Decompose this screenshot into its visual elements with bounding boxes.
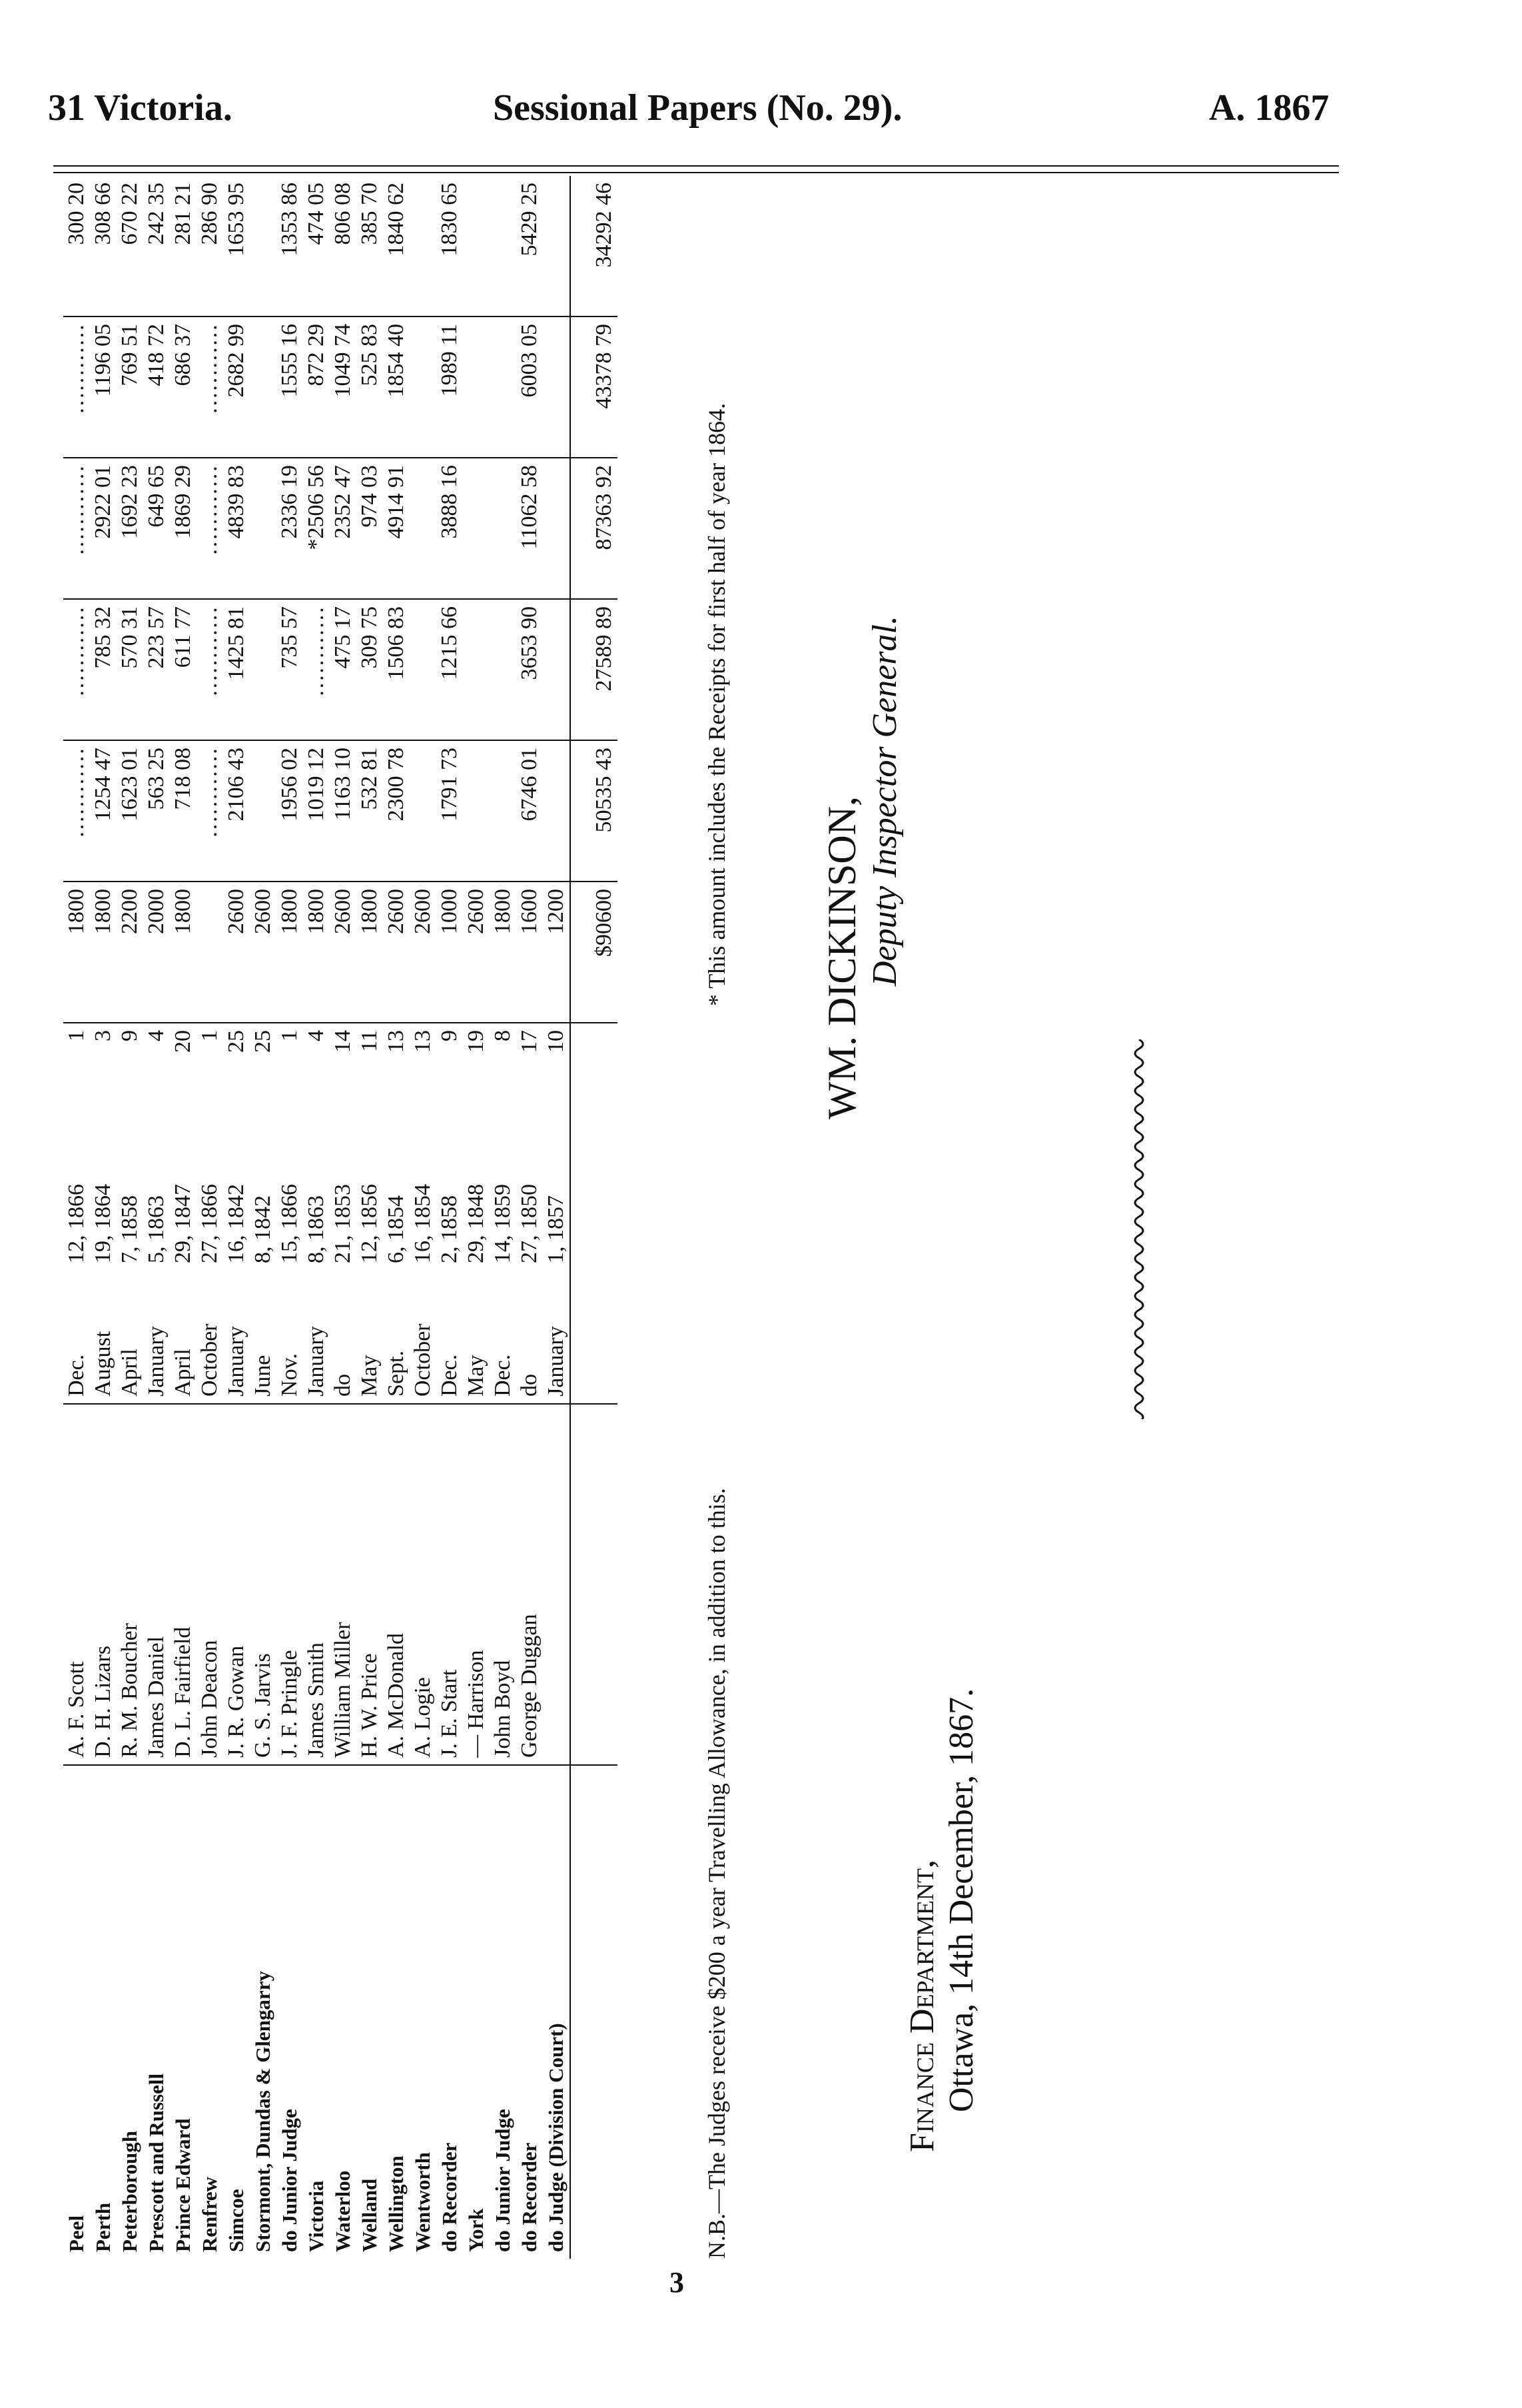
cell-c5: 1840 62: [384, 183, 408, 257]
cell-c5: 300 20: [64, 183, 89, 245]
cell-years: 1: [63, 1023, 90, 1083]
table-row: [436, 176, 463, 2259]
cell-c4: 525 83: [356, 316, 383, 458]
cell-c4: [250, 316, 276, 458]
cell-judge: J. F. Pringle: [276, 1404, 303, 1765]
cell-c2: 1506 83: [383, 599, 410, 740]
cell-salary: 1800: [63, 882, 90, 1023]
cell-county: Peel: [65, 2215, 88, 2252]
cell-county: Wentworth: [411, 2152, 434, 2252]
cell-day: 8, 1842: [250, 1195, 275, 1263]
cell-judge: D. H. Lizars: [90, 1404, 117, 1765]
signature-title: Deputy Inspector General.: [866, 616, 904, 986]
cell-day: 8, 1863: [304, 1195, 328, 1263]
cell-salary: 1800: [170, 882, 196, 1023]
cell-judge: James Daniel: [143, 1404, 170, 1765]
cell-c2: …………: [196, 599, 223, 740]
cell-c4: 418 72: [143, 316, 170, 458]
cell-county: do Recorder: [438, 2142, 461, 2252]
cell-county: Victoria: [304, 2180, 328, 2252]
cell-day: 27, 1866: [197, 1184, 222, 1263]
cell-years: 19: [463, 1023, 490, 1083]
cell-month: April: [117, 1270, 143, 1404]
cell-c1: 1019 12: [303, 740, 330, 882]
cell-c1: …………: [196, 740, 223, 882]
cell-years: 9: [117, 1023, 143, 1083]
cell-day: 1, 1857: [544, 1195, 568, 1263]
cell-month: do: [516, 1270, 543, 1404]
cell-c2: [543, 599, 570, 740]
table-row: [410, 176, 436, 2259]
total-judge: [570, 1404, 617, 1765]
total-day: [570, 1083, 617, 1270]
cell-judge: [543, 1404, 570, 1765]
cell-month: Dec.: [490, 1270, 516, 1404]
cell-c4: 1555 16: [276, 316, 303, 458]
table-row: [90, 176, 117, 2259]
cell-c1: [543, 740, 570, 882]
header-right: A. 1867: [1209, 87, 1330, 129]
table-row: [463, 176, 490, 2259]
cell-c3: 649 65: [143, 458, 170, 599]
cell-years: 9: [436, 1023, 463, 1083]
cell-c1: [490, 740, 516, 882]
table-row: [490, 176, 516, 2259]
cell-salary: 1200: [543, 882, 570, 1023]
cell-salary: 1800: [90, 882, 117, 1023]
cell-judge: H. W. Price: [356, 1404, 383, 1765]
cell-c1: [250, 740, 276, 882]
cell-month: May: [356, 1270, 383, 1404]
cell-c4: 6003 05: [516, 316, 543, 458]
cell-c1: 6746 01: [516, 740, 543, 882]
cell-c3: 4839 83: [223, 458, 250, 599]
total-c4: 43378 79: [570, 316, 617, 458]
cell-c2: 1215 66: [436, 599, 463, 740]
cell-day: 16, 1842: [224, 1184, 248, 1263]
cell-years: 17: [516, 1023, 543, 1083]
cell-c5: [463, 176, 490, 316]
cell-c1: 1791 73: [436, 740, 463, 882]
cell-judge: — Harrison: [463, 1404, 490, 1765]
cell-c4: 686 37: [170, 316, 196, 458]
table-row: [63, 176, 90, 2259]
cell-c1: 532 81: [356, 740, 383, 882]
cell-years: 3: [90, 1023, 117, 1083]
cell-c5: [250, 176, 276, 316]
cell-salary: 1600: [516, 882, 543, 1023]
cell-county: York: [464, 2208, 488, 2252]
cell-c5: 308 66: [91, 183, 115, 245]
cell-county: Prince Edward: [171, 2118, 194, 2252]
cell-day: 15, 1866: [277, 1184, 302, 1263]
cell-c1: 718 08: [170, 740, 196, 882]
cell-month: January: [543, 1270, 570, 1404]
page-number: 3: [669, 2266, 684, 2299]
cell-c4: 769 51: [117, 316, 143, 458]
table-row: [543, 176, 570, 2259]
cell-salary: 1800: [303, 882, 330, 1023]
cell-c5: 385 70: [357, 183, 382, 245]
total-salary: $90600: [570, 882, 617, 1023]
cell-c4: …………: [196, 316, 223, 458]
cell-judge: A. McDonald: [383, 1404, 410, 1765]
cell-county: Waterloo: [331, 2170, 354, 2252]
cell-county: Wellington: [384, 2155, 408, 2252]
cell-salary: 2600: [250, 882, 276, 1023]
cell-month: August: [90, 1270, 117, 1404]
cell-c1: 1163 10: [330, 740, 356, 882]
cell-salary: 2600: [383, 882, 410, 1023]
cell-c1: 1623 01: [117, 740, 143, 882]
cell-c4: 2682 99: [223, 316, 250, 458]
cell-judge: William Miller: [330, 1404, 356, 1765]
cell-day: 14, 1859: [490, 1184, 515, 1263]
cell-month: Dec.: [63, 1270, 90, 1404]
cell-county: do Junior Judge: [278, 2109, 301, 2252]
cell-c4: [463, 316, 490, 458]
cell-c2: 3653 90: [516, 599, 543, 740]
cell-c4: 1854 40: [383, 316, 410, 458]
cell-salary: [196, 882, 223, 1023]
cell-judge: James Smith: [303, 1404, 330, 1765]
cell-salary: 2600: [410, 882, 436, 1023]
cell-c1: 563 25: [143, 740, 170, 882]
cell-county: Simcoe: [224, 2189, 248, 2252]
cell-c5: 286 90: [197, 183, 222, 245]
cell-years: 13: [383, 1023, 410, 1083]
cell-judge: J. R. Gowan: [223, 1404, 250, 1765]
cell-salary: 1800: [356, 882, 383, 1023]
cell-month: do: [330, 1270, 356, 1404]
cell-salary: 1000: [436, 882, 463, 1023]
table-row: [356, 176, 383, 2259]
cell-years: 14: [330, 1023, 356, 1083]
table-row: [117, 176, 143, 2259]
cell-c2: 735 57: [276, 599, 303, 740]
cell-c2: …………: [63, 599, 90, 740]
cell-county: Stormont, Dundas & Glengarry: [251, 1971, 274, 2252]
cell-judge: George Duggan: [516, 1404, 543, 1765]
cell-month: Sept.: [383, 1270, 410, 1404]
cell-c5: 1830 65: [437, 183, 462, 257]
cell-c3: 2352 47: [330, 458, 356, 599]
cell-c2: 611 77: [170, 599, 196, 740]
table-row: [143, 176, 170, 2259]
cell-c1: 2300 78: [383, 740, 410, 882]
cell-judge: J. E. Start: [436, 1404, 463, 1765]
cell-day: 29, 1847: [171, 1184, 195, 1263]
cell-c2: [250, 599, 276, 740]
cell-c5: [490, 176, 516, 316]
cell-c3: 1869 29: [170, 458, 196, 599]
cell-c5: 5429 25: [517, 183, 542, 257]
cell-month: January: [223, 1270, 250, 1404]
total-month: [570, 1270, 617, 1404]
cell-c5: [410, 176, 436, 316]
header-center: Sessional Papers (No. 29).: [493, 87, 903, 129]
cell-c4: [543, 316, 570, 458]
cell-month: Nov.: [276, 1270, 303, 1404]
nb-note: N.B.—The Judges receive $200 a year Travelling Allowance, in addition to this.: [703, 1488, 730, 2259]
cell-c5: 670 22: [117, 183, 142, 245]
cell-years: 25: [223, 1023, 250, 1083]
cell-day: 19, 1864: [91, 1184, 115, 1263]
cell-c4: 1196 05: [90, 316, 117, 458]
cell-month: April: [170, 1270, 196, 1404]
cell-day: 12, 1856: [357, 1184, 382, 1263]
total-c1: 50535 43: [570, 740, 617, 882]
cell-c1: [410, 740, 436, 882]
cell-county: Renfrew: [198, 2176, 221, 2252]
cell-c3: [250, 458, 276, 599]
cell-c5: 474 05: [304, 183, 328, 245]
cell-county: Peterborough: [118, 2131, 141, 2252]
cell-judge: D. L. Fairfield: [170, 1404, 196, 1765]
cell-c4: 1049 74: [330, 316, 356, 458]
total-county: [570, 1765, 617, 2259]
cell-c2: …………: [303, 599, 330, 740]
cell-c2: [463, 599, 490, 740]
total-c3: 87363 92: [570, 458, 617, 599]
cell-salary: 2600: [223, 882, 250, 1023]
cell-c4: [490, 316, 516, 458]
cell-month: January: [143, 1270, 170, 1404]
table-row: [383, 176, 410, 2259]
cell-c3: 1692 23: [117, 458, 143, 599]
cell-c4: …………: [63, 316, 90, 458]
table-row: [516, 176, 543, 2259]
cell-c4: 1989 11: [436, 316, 463, 458]
cell-c3: 4914 91: [383, 458, 410, 599]
cell-c1: 1254 47: [90, 740, 117, 882]
cell-c5: 806 08: [330, 183, 355, 245]
table-row: [303, 176, 330, 2259]
cell-c4: 872 29: [303, 316, 330, 458]
table-row: [250, 176, 276, 2259]
cell-c3: 2336 19: [276, 458, 303, 599]
cell-c3: …………: [63, 458, 90, 599]
cell-judge: John Deacon: [196, 1404, 223, 1765]
cell-c3: …………: [196, 458, 223, 599]
cell-day: 16, 1854: [410, 1184, 435, 1263]
cell-c2: [410, 599, 436, 740]
cell-c3: [463, 458, 490, 599]
cell-c5: 242 35: [144, 183, 169, 245]
cell-day: 7, 1858: [117, 1195, 142, 1263]
cell-c5: 1353 86: [277, 183, 302, 257]
cell-c3: [410, 458, 436, 599]
place-date: Ottawa, 14th December, 1867.: [943, 1688, 980, 2112]
cell-years: 1: [196, 1023, 223, 1083]
cell-month: June: [250, 1270, 276, 1404]
cell-salary: 1800: [490, 882, 516, 1023]
cell-c5: 281 21: [171, 183, 195, 245]
cell-years: 11: [356, 1023, 383, 1083]
cell-c2: 1425 81: [223, 599, 250, 740]
cell-day: 27, 1850: [517, 1184, 542, 1263]
cell-c1: [463, 740, 490, 882]
cell-day: 12, 1866: [64, 1184, 89, 1263]
cell-c3: *2506 56: [303, 458, 330, 599]
cell-c2: 223 57: [143, 599, 170, 740]
cell-county: Prescott and Russell: [145, 2073, 168, 2252]
cell-c2: 309 75: [356, 599, 383, 740]
cell-years: 4: [303, 1023, 330, 1083]
cell-month: May: [463, 1270, 490, 1404]
decorative-wavy-rule: [1126, 1039, 1152, 1419]
cell-c2: [490, 599, 516, 740]
cell-years: 25: [250, 1023, 276, 1083]
table-row: [330, 176, 356, 2259]
cell-salary: 2600: [330, 882, 356, 1023]
cell-judge: A. Logie: [410, 1404, 436, 1765]
cell-c3: [543, 458, 570, 599]
cell-c3: 3888 16: [436, 458, 463, 599]
cell-c1: 2106 43: [223, 740, 250, 882]
table-row: [223, 176, 250, 2259]
cell-month: Dec.: [436, 1270, 463, 1404]
cell-county: Perth: [91, 2202, 115, 2252]
total-years: [570, 1023, 617, 1083]
total-c5: 34292 46: [570, 176, 617, 316]
cell-c2: 570 31: [117, 599, 143, 740]
cell-month: January: [303, 1270, 330, 1404]
cell-day: 21, 1853: [330, 1184, 355, 1263]
asterisk-note: * This amount includes the Receipts for first half of year 1864.: [703, 402, 730, 1006]
cell-years: 13: [410, 1023, 436, 1083]
table-row: [196, 176, 223, 2259]
signature-block: [819, 187, 905, 1119]
cell-county: do Recorder: [518, 2142, 541, 2252]
cell-month: October: [196, 1270, 223, 1404]
cell-judge: A. F. Scott: [63, 1404, 90, 1765]
cell-month: October: [410, 1270, 436, 1404]
cell-c1: 1956 02: [276, 740, 303, 882]
cell-c3: 11062 58: [516, 458, 543, 599]
cell-county: do Judge (Division Court): [544, 2023, 568, 2252]
cell-years: 1: [276, 1023, 303, 1083]
cell-salary: 2000: [143, 882, 170, 1023]
dept-name: Finance Department,: [903, 1860, 941, 2152]
cell-judge: John Boyd: [490, 1404, 516, 1765]
table-row: [276, 176, 303, 2259]
cell-c5: 1653 95: [224, 183, 248, 257]
rotated-content: [63, 47, 749, 2259]
header-left: 31 Victoria.: [48, 87, 232, 129]
cell-c5: [543, 176, 570, 316]
cell-years: 8: [490, 1023, 516, 1083]
totals-row: [570, 176, 617, 2259]
cell-salary: 1800: [276, 882, 303, 1023]
cell-c3: 974 03: [356, 458, 383, 599]
cell-day: 5, 1863: [144, 1195, 169, 1263]
total-c2: 27589 89: [570, 599, 617, 740]
cell-c3: 2922 01: [90, 458, 117, 599]
cell-county: do Junior Judge: [491, 2109, 514, 2252]
cell-day: 29, 1848: [464, 1184, 488, 1263]
cell-judge: R. M. Boucher: [117, 1404, 143, 1765]
judges-table: [63, 176, 617, 2259]
cell-day: 6, 1854: [384, 1195, 408, 1263]
cell-years: 20: [170, 1023, 196, 1083]
cell-c2: 785 32: [90, 599, 117, 740]
cell-day: 2, 1858: [437, 1195, 462, 1263]
cell-years: 10: [543, 1023, 570, 1083]
cell-years: 4: [143, 1023, 170, 1083]
cell-c3: [490, 458, 516, 599]
cell-salary: 2200: [117, 882, 143, 1023]
signature-name: WM. DICKINSON,: [820, 796, 864, 1119]
cell-c1: …………: [63, 740, 90, 882]
table-row: [170, 176, 196, 2259]
cell-county: Welland: [358, 2178, 381, 2252]
cell-c4: [410, 316, 436, 458]
cell-judge: G. S. Jarvis: [250, 1404, 276, 1765]
cell-salary: 2600: [463, 882, 490, 1023]
cell-c2: 475 17: [330, 599, 356, 740]
dateline-block: [903, 1286, 981, 2152]
